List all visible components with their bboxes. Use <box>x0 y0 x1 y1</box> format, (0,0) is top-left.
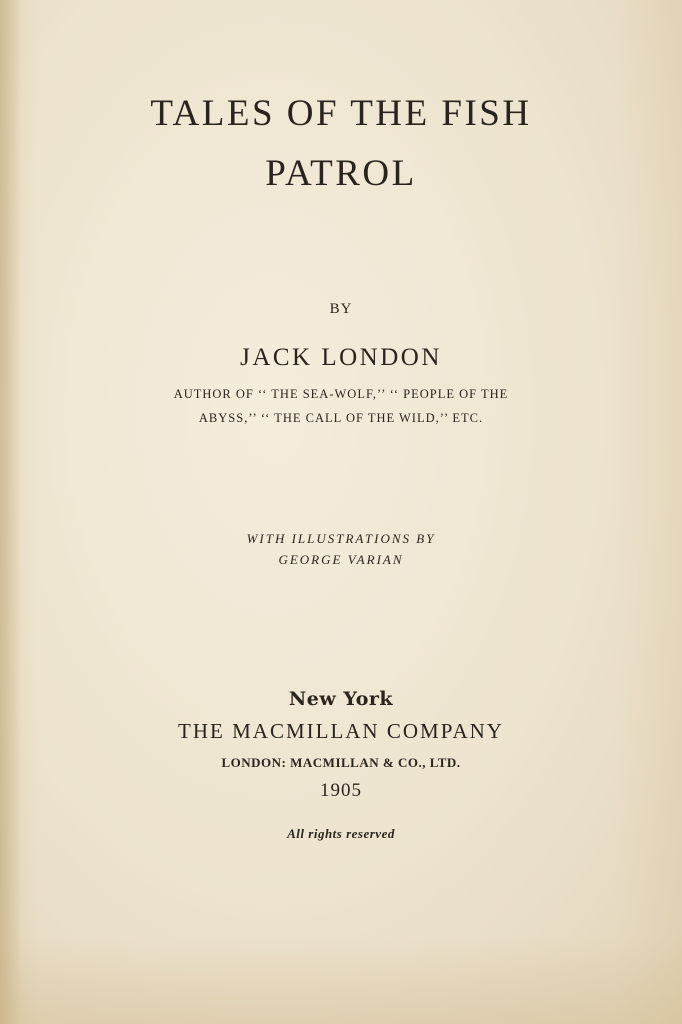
illustrations-credit-line-2: GEORGE VARIAN <box>278 552 404 567</box>
book-title-line-1: TALES OF THE FISH <box>150 93 532 134</box>
byline: BY <box>329 301 353 317</box>
book-title-line-2: PATROL <box>265 153 417 194</box>
author-name: JACK LONDON <box>240 344 442 371</box>
publisher-name: THE MACMILLAN COMPANY <box>178 719 504 743</box>
rights-notice: All rights reserved <box>287 826 395 841</box>
illustrations-credit-line-1: WITH ILLUSTRATIONS BY <box>246 531 436 546</box>
author-works-line-1: AUTHOR OF ‘‘ THE SEA-WOLF,’’ ‘‘ PEOPLE OF THE <box>173 387 509 401</box>
london-imprint: LONDON: MACMILLAN & CO., LTD. <box>221 755 461 770</box>
author-works-line-2: ABYSS,’’ ‘‘ THE CALL OF THE WILD,’’ ETC. <box>198 411 484 425</box>
publication-year: 1905 <box>320 780 362 801</box>
imprint-city: New York <box>288 688 394 710</box>
